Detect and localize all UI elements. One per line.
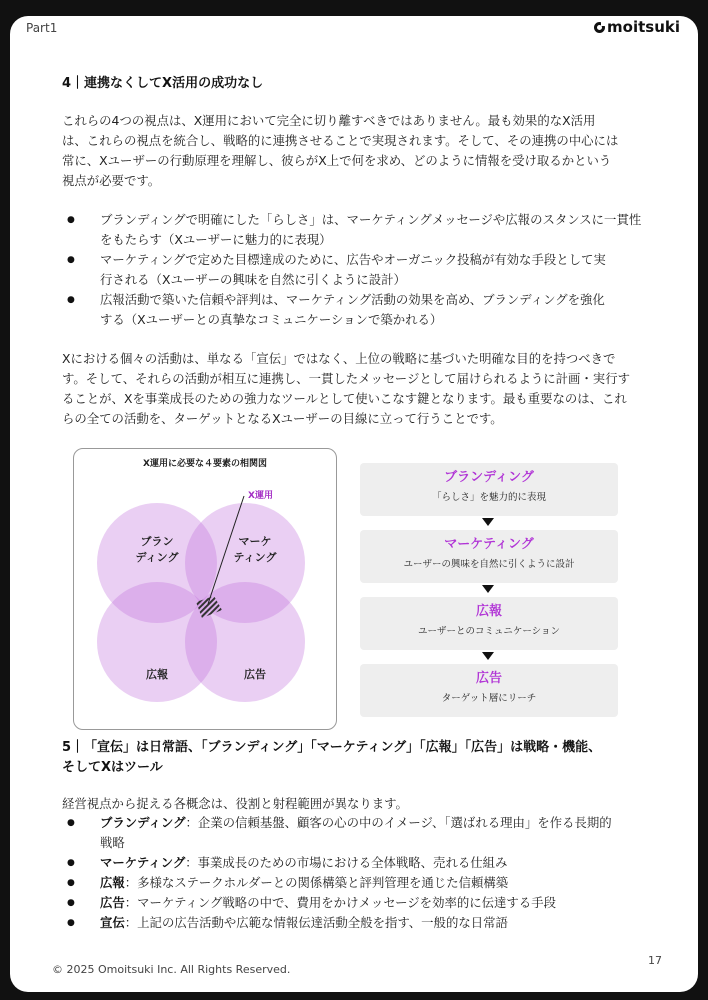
list-item: ● 広報：多様なステークホルダーとの関係構築と評判管理を通じた信頼構築	[62, 873, 662, 893]
logo-o-icon	[594, 22, 605, 33]
flow-step-marketing: マーケティング ユーザーの興味を自然に引くように設計	[360, 530, 618, 583]
venn-label-branding: ブラン ディング	[135, 535, 179, 564]
list-item: ● 広告：マーケティング戦略の中で、費用をかけメッセージを効率的に伝達する手段	[62, 893, 662, 913]
down-arrow-icon	[482, 585, 494, 593]
list-item: ● マーケティング：事業成長のための市場における全体戦略、売れる仕組み	[62, 853, 662, 873]
flow-step-pr: 広報 ユーザーとのコミュニケーション	[360, 597, 618, 650]
paragraph-line: は、これらの視点を統合し、戦略的に連携させることで実現されます。そして、その連携の中心には	[62, 133, 619, 148]
section4-bullet-list	[62, 210, 662, 330]
list-item: ● ブランディングで明確にした「らしさ」は、マーケティングメッセージや広報のスタンスに一貫性 をもたらす（Xユーザーに魅力的に表現）	[62, 210, 662, 250]
list-item: ● マーケティングで定めた目標達成のために、広告やオーガニック投稿が有効な手段として実 行される（Xユーザーの興味を自然に引くように設計）	[62, 250, 662, 290]
list-item: ● 広報活動で築いた信頼や評判は、マーケティング活動の効果を高め、ブランディングを強化 する（Xユーザーとの真摯なコミュニケーションで築かれる）	[62, 290, 662, 330]
section4-paragraph1	[62, 111, 662, 191]
paragraph-line: す。そして、それらの活動が相互に連携し、一貫したメッセージとして届けられるように計画・実行す	[62, 371, 630, 386]
section4-heading: 4｜連携なくしてX活用の成功なし	[62, 76, 264, 91]
venn-title: X運用に必要な４要素の相関図	[125, 456, 285, 469]
brand-logo	[594, 18, 680, 36]
part-label: Part1	[26, 21, 58, 35]
copyright-footer: © 2025 Omoitsuki Inc. All Rights Reserved.	[52, 963, 291, 976]
down-arrow-icon	[482, 652, 494, 660]
venn-label-marketing: マーケ ティング	[233, 535, 277, 564]
section4-paragraph2	[62, 349, 662, 429]
venn-label-advertising: 広告	[244, 668, 266, 681]
paragraph-line: 視点が必要です。	[62, 173, 161, 188]
section5-intro: 経営視点から捉える各概念は、役割と射程範囲が異なります。	[62, 796, 408, 811]
venn-label-pr: 広報	[146, 668, 168, 681]
paragraph-line: 常に、Xユーザーの行動原理を理解し、彼らがX上で何を求め、どのように情報を受け取るかという	[62, 153, 612, 168]
list-item: ● ブランディング：企業の信頼基盤、顧客の心の中のイメージ、「選ばれる理由」を作る長期的 戦略	[62, 813, 662, 853]
list-item: ● 宣伝：上記の広告活動や広範な情報伝達活動全般を指す、一般的な日常語	[62, 913, 662, 933]
x-operation-pointer-icon	[180, 490, 260, 630]
page-number: 17	[648, 954, 662, 967]
section5-term-list	[62, 813, 662, 933]
paragraph-line: Xにおける個々の活動は、単なる「宣伝」ではなく、上位の戦略に基づいた明確な目的を持つべきで	[62, 351, 616, 366]
flow-step-advertising: 広告 ターゲット層にリーチ	[360, 664, 618, 717]
x-operation-label: X運用	[248, 491, 273, 501]
down-arrow-icon	[482, 518, 494, 526]
section5-heading: 5｜「宣伝」は日常語、「ブランディング」「マーケティング」「広報」「広告」は戦略・機能、 そしてXはツール	[62, 740, 602, 775]
paragraph-line: これらの4つの視点は、X運用において完全に切り離すべきではありません。最も効果的なX活用	[62, 113, 596, 128]
flow-step-branding: ブランディング 「らしさ」を魅力的に表現	[360, 463, 618, 516]
paragraph-line: らの全ての活動を、ターゲットとなるXユーザーの目線に立って行うことです。	[62, 411, 503, 426]
paragraph-line: ることが、Xを事業成長のための強力なツールとして使いこなす鍵となります。最も重要なのは、これ	[62, 391, 627, 406]
logo-text: moitsuki	[607, 18, 680, 36]
